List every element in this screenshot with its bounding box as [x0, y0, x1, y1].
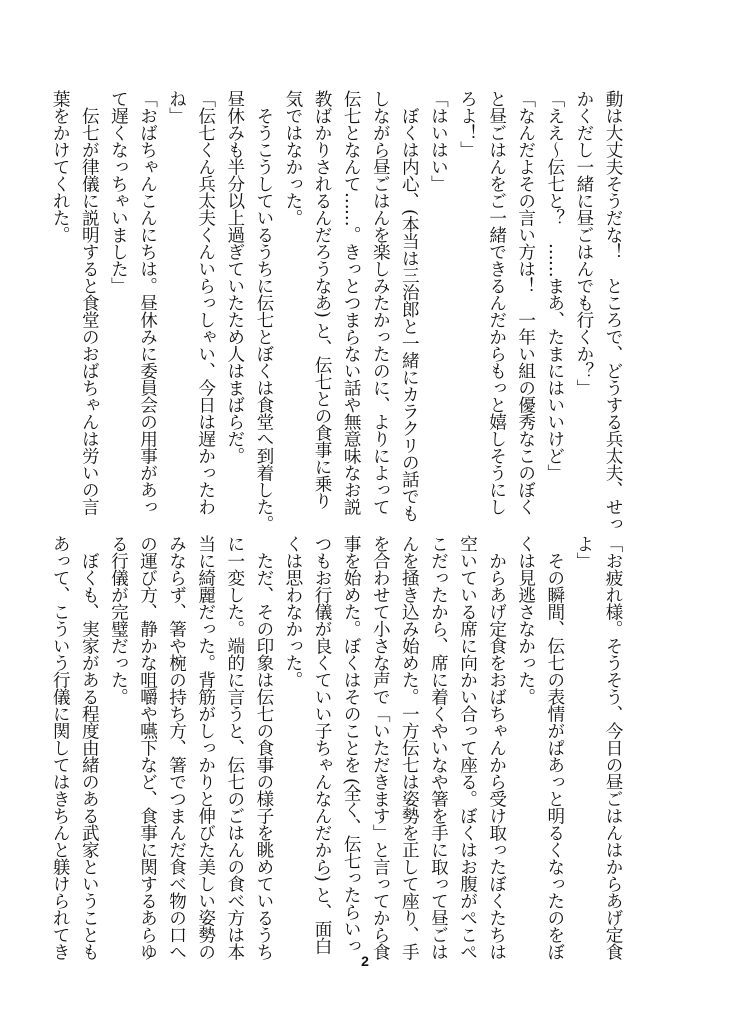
text-line: 当に綺麗だった。背筋がしっかりと伸びた美しい姿勢の: [195, 535, 216, 960]
text-line: こだったから、席に着くやいなや箸を手に取って昼ごは: [428, 535, 449, 960]
text-line: 事を始めた。ぼくはそのことを (全く、伝七ったらいっ: [341, 535, 362, 955]
text-line: 教ばかりされるんだろうなあ) と、伝七との食事に乗り: [312, 90, 333, 510]
text-line: る行儀が完璧だった。: [108, 535, 129, 705]
text-line: 「おばちゃんこんにちは。昼休みに委員会の用事があっ: [137, 90, 158, 515]
text-line: んを掻き込み始めた。一方伝七は姿勢を正して座り、手: [399, 535, 420, 960]
text-line: かくだし一緒に昼ごはんでも行くか？」: [573, 90, 594, 396]
text-block-top: [50, 90, 627, 532]
text-line: くは見逃さなかった。: [515, 535, 536, 705]
text-line: て遅くなっちゃいました」: [108, 90, 129, 294]
text-line: つもお行儀が良くていい子ちゃんなんだから) と、面白: [312, 535, 333, 955]
text-line: からあげ定食をおばちゃんから受け取ったぼくたちは: [486, 535, 507, 960]
text-line: そうこうしているうちに伝七とぼくは食堂へ到着した。: [253, 90, 274, 532]
text-line: ただ、その印象は伝七の食事の様子を眺めているうち: [253, 535, 274, 960]
text-line: あって、こういう行儀に関してはきちんと躾けられてき: [50, 535, 71, 960]
text-line: 「ええ〜伝七と？ ……まあ、たまにはいいけど」: [544, 90, 565, 481]
text-block-bottom: [50, 535, 627, 960]
text-line: 葉をかけてくれた。: [50, 90, 71, 243]
text-line: ぼくも、実家がある程度由緒のある武家ということも: [79, 535, 100, 960]
text-line: しながら昼ごはんを楽しみたかったのに、よりによって: [370, 90, 391, 515]
text-line: の運び方、静かな咀嚼や嚥下など、食事に関するあらゆ: [137, 535, 158, 960]
text-line: くは思わなかった。: [282, 535, 303, 688]
text-line: に一変した。端的に言うと、伝七のごはんの食べ方は本: [224, 535, 245, 960]
text-line: 空いている席に向かい合って座る。ぼくはお腹がぺこぺ: [457, 535, 478, 960]
text-line: を合わせて小さな声で「いただきます」と言ってから食: [370, 535, 391, 960]
text-line: 気ではなかった。: [282, 90, 303, 226]
text-line: 「お疲れ様。そうそう、今日の昼ごはんはからあげ定食: [603, 535, 623, 960]
text-line: 動は大丈夫そうだな！ ところで、どうする兵太夫、せっ: [603, 90, 623, 532]
text-line: 「伝七くん兵太夫くんいらっしゃい、今日は遅かったわ: [195, 90, 216, 515]
text-line: よ」: [573, 535, 594, 569]
text-line: みならず、箸や椀の持ち方、箸でつまんだ食べ物の口へ: [166, 535, 187, 960]
page-number: 2: [361, 953, 369, 969]
text-line: ぼくは内心、(本当は三治郎と一緒にカラクリの話でも: [399, 90, 420, 522]
text-line: 伝七が律儀に説明すると食堂のおばちゃんは労いの言: [79, 90, 100, 515]
text-line: ろよ！」: [457, 90, 478, 158]
text-line: と昼ごはんをご一緒できるんだからもっと嬉しそうにし: [486, 90, 507, 515]
text-line: 昼休みも半分以上過ぎていたため人はまばらだ。: [224, 90, 245, 464]
text-line: 伝七となんて……。きっとつまらない話や無意味なお説: [341, 90, 362, 515]
text-line: その瞬間、伝七の表情がぱあっと明るくなったのをぼ: [544, 535, 565, 960]
text-line: 「はいはい」: [428, 90, 449, 192]
text-line: 「なんだよその言い方は！ 一年い組の優秀なこのぼく: [515, 90, 536, 515]
text-line: ね」: [166, 90, 187, 124]
